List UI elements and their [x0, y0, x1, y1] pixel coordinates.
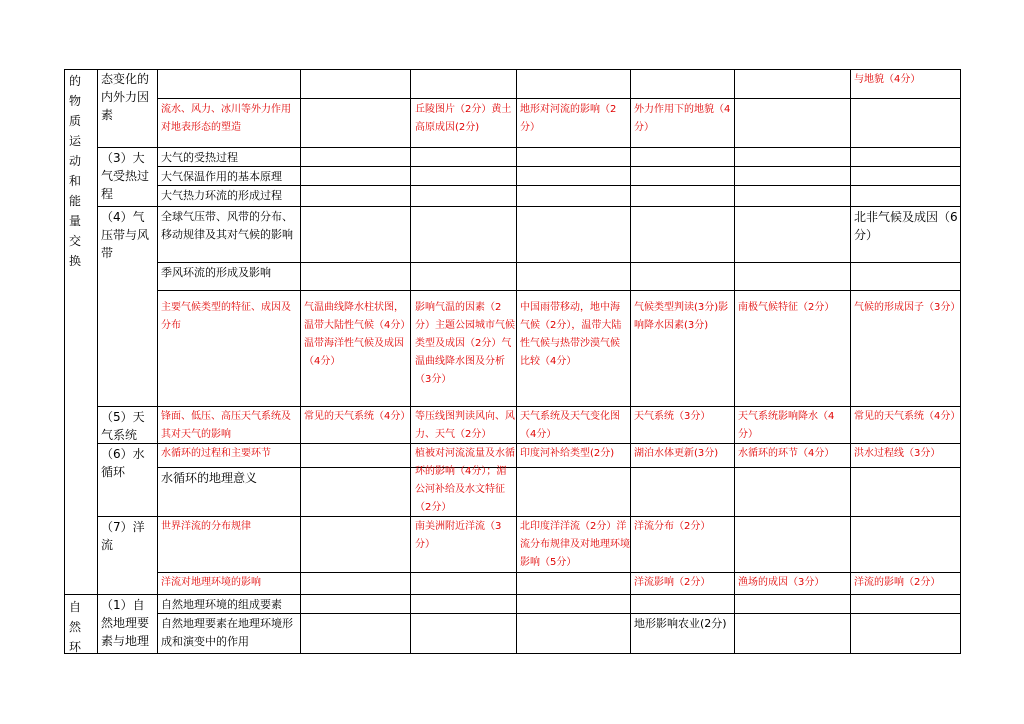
- exam-cell: 地形对河流的影响（2分）: [520, 104, 617, 133]
- exam-cell: 与地貌（4分）: [854, 74, 921, 85]
- topic-cell: 态变化的内外力因素: [101, 72, 150, 122]
- exam-cell: 洋流分布（2分）: [634, 521, 711, 532]
- exam-cell: 湖泊水体更新(3分): [634, 448, 719, 459]
- exam-cell: 天气系统及天气变化图（4分）: [520, 411, 620, 440]
- topic-cell: （1）自然地理要素与地理: [101, 598, 150, 648]
- content-cell: 水循环的过程和主要环节: [161, 448, 271, 459]
- content-cell: 自然地理要素在地理环境形成和演变中的作用: [161, 617, 293, 648]
- exam-cell: 常见的天气系统（4分）: [304, 411, 411, 422]
- category-part2: 自然环: [68, 600, 81, 654]
- exam-cell: 植被对河流流量及水循环的影响（4分）；湄公河补给及水文特征（2分）: [415, 448, 515, 513]
- exam-cell: 影响气温的因素（2分）主题公园城市气候类型及成因（2分）气温曲线降水图及分析（3分）: [415, 302, 515, 385]
- exam-cell: 北非气候及成因（6分）: [854, 210, 958, 242]
- content-cell: 大气热力环流的形成过程: [161, 189, 282, 202]
- content-cell: 季风环流的形成及影响: [161, 266, 271, 279]
- topic-cell: （3）大气受热过程: [101, 151, 150, 201]
- exam-cell: 洪水过程线（3分）: [854, 448, 941, 459]
- exam-cell: 南极气候特征（2分）: [738, 302, 835, 313]
- exam-cell: 洋流的影响（2分）: [854, 577, 941, 588]
- exam-cell: 等压线图判读风向、风力、天气（2分）: [415, 411, 515, 440]
- exam-cell: 北印度洋洋流（2分）洋流分布规律及对地理环境影响（5分）: [520, 521, 630, 568]
- topic-cell: （4）气压带与风带: [101, 210, 150, 260]
- exam-cell: 地形影响农业(2分): [634, 617, 727, 630]
- content-cell: 锋面、低压、高压天气系统及其对天气的影响: [161, 411, 291, 440]
- content-cell: 洋流对地理环境的影响: [161, 577, 261, 588]
- exam-cell: 南美洲附近洋流（3分）: [415, 521, 502, 550]
- content-cell: 流水、风力、冰川等外力作用对地表形态的塑造: [161, 104, 291, 133]
- topic-cell: （7）洋流: [101, 520, 145, 552]
- content-cell: 自然地理环境的组成要素: [161, 598, 282, 611]
- exam-cell: 气候类型判读(3分)影响降水因素(3分): [634, 302, 729, 331]
- exam-cell: 气候的形成因子（3分）: [854, 302, 961, 313]
- exam-cell: 洋流影响（2分）: [634, 577, 711, 588]
- exam-cell: 印度河补给类型(2分): [520, 448, 615, 459]
- exam-cell: 渔场的成因（3分）: [738, 577, 825, 588]
- exam-cell: 气温曲线降水柱状图，温带大陆性气候（4分）温带海洋性气候及成因（4分）: [304, 302, 406, 367]
- exam-cell: 天气系统影响降水（4分）: [738, 411, 835, 440]
- exam-cell: 中国雨带移动，地中海气候（2分），温带大陆性气候与热带沙漠气候比较（4分）: [520, 302, 622, 367]
- content-cell: 大气保温作用的基本原理: [161, 170, 282, 183]
- exam-cell: 外力作用下的地貌（4分）: [634, 104, 731, 133]
- content-cell: 大气的受热过程: [161, 151, 238, 164]
- content-cell: 水循环的地理意义: [161, 471, 258, 485]
- exam-cell: 常见的天气系统（4分）: [854, 411, 961, 422]
- content-cell: 世界洋流的分布规律: [161, 521, 251, 532]
- topic-cell: （5）天气系统: [101, 410, 145, 442]
- topic-cell: （6）水循环: [101, 447, 145, 479]
- exam-analysis-table: [64, 69, 961, 654]
- content-cell: 全球气压带、风带的分布、移动规律及其对气候的影响: [161, 210, 293, 241]
- exam-cell: 水循环的环节（4分）: [738, 448, 835, 459]
- exam-cell: 天气系统（3分）: [634, 411, 711, 422]
- content-cell: 主要气候类型的特征、成因及分布: [161, 302, 291, 331]
- category-part1: 的物质运动和能量交换: [68, 74, 81, 268]
- exam-cell: 丘陵图片（2分）黄土高原成因(2分): [415, 104, 512, 133]
